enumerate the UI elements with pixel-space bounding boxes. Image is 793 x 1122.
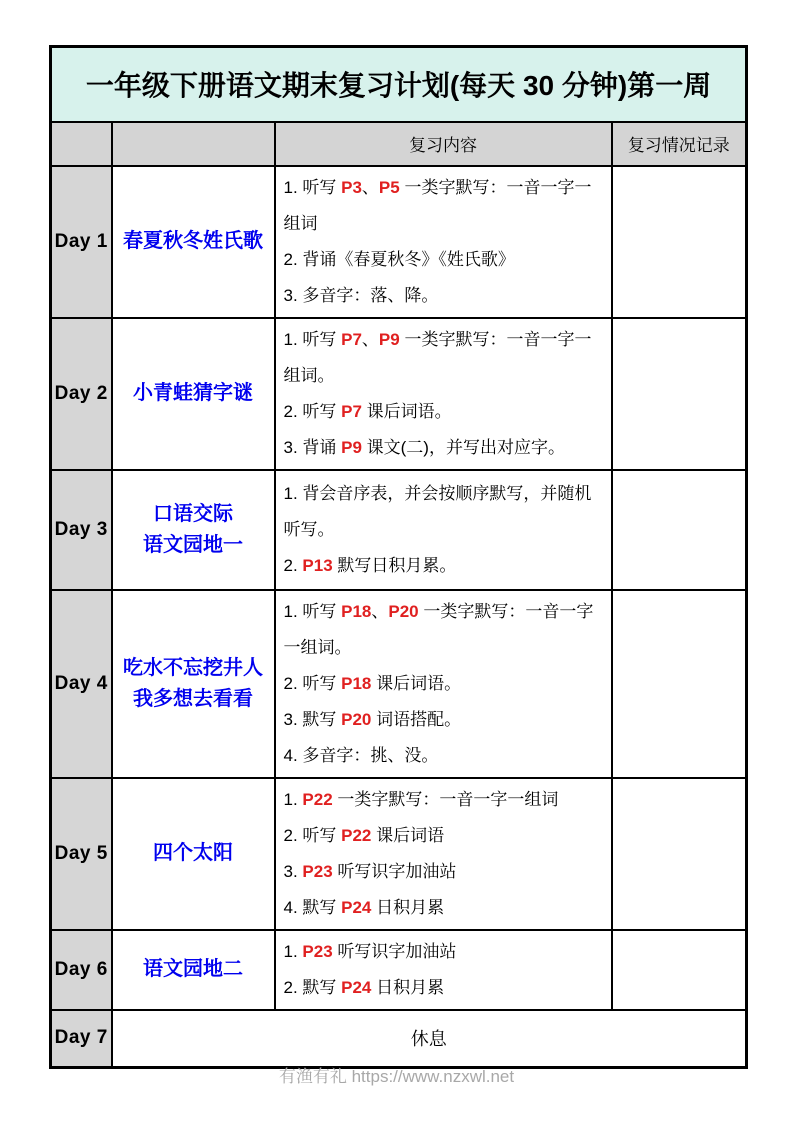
- page-ref: P7: [341, 329, 362, 349]
- review-content-cell: [275, 590, 612, 778]
- day-row: [51, 930, 747, 1010]
- text-segment: 一类字默写：一音一字一组词: [283, 177, 592, 233]
- lesson-topic-cell: [112, 590, 275, 778]
- page-ref: P23: [302, 861, 333, 881]
- lesson-topic-line: 四个太阳: [153, 842, 233, 864]
- day-label-cell: Day 5: [51, 778, 112, 930]
- text-segment: 默写日积月累。: [332, 555, 457, 575]
- review-content-line: [284, 934, 605, 970]
- lesson-topic-cell: [112, 166, 275, 318]
- review-content-line: [284, 818, 605, 854]
- review-content-cell: [275, 778, 612, 930]
- page-ref: P22: [341, 825, 372, 845]
- text-segment: 一类字默写：一音一字一组词: [332, 789, 559, 809]
- page-ref: P13: [302, 555, 333, 575]
- review-content-line: [284, 170, 605, 242]
- day-row: [51, 470, 747, 590]
- lesson-topic-cell: [112, 470, 275, 590]
- text-segment: 课后词语。: [361, 401, 452, 421]
- text-segment: 课后词语: [371, 825, 445, 845]
- text-segment: 1. 听写: [283, 329, 342, 349]
- day-row: [51, 166, 747, 318]
- text-segment: 一类字默写：一音一字一组词。: [283, 601, 594, 657]
- plan-body: [51, 166, 747, 1068]
- review-content-line: [284, 782, 605, 818]
- text-segment: 3.: [283, 861, 303, 881]
- page-ref: P20: [388, 601, 419, 621]
- day-label-cell: Day 3: [51, 470, 112, 590]
- review-record-cell: [612, 778, 747, 930]
- review-content-cell: [275, 930, 612, 1010]
- page-ref: P7: [341, 401, 362, 421]
- review-content-line: [284, 548, 605, 584]
- review-content-line: [284, 394, 605, 430]
- text-segment: 日积月累: [371, 897, 445, 917]
- footer-watermark: 有渔有礼 https://www.nzxwl.net: [278, 1067, 515, 1086]
- review-content-line: [284, 890, 605, 926]
- lesson-topic-line: 吃水不忘挖井人: [123, 656, 263, 679]
- review-content-line: [284, 702, 605, 738]
- text-segment: 听写识字加油站: [332, 941, 457, 961]
- lesson-topic-line: 小青蛙猜字谜: [133, 382, 253, 404]
- text-segment: 、: [361, 177, 379, 197]
- text-segment: 2. 听写: [283, 825, 342, 845]
- text-segment: 1. 听写: [283, 177, 342, 197]
- review-content-line: [284, 278, 605, 314]
- lesson-topic-line: 语文园地二: [143, 958, 243, 980]
- lesson-topic-line: 语文园地一: [143, 533, 243, 556]
- text-segment: 2. 听写: [283, 401, 342, 421]
- rest-row: [51, 1010, 747, 1068]
- review-content-line: [284, 476, 605, 548]
- review-content-line: [284, 322, 605, 394]
- text-segment: 、: [361, 329, 379, 349]
- review-record-cell: [612, 470, 747, 590]
- day-row: [51, 590, 747, 778]
- lesson-topic-cell: [112, 930, 275, 1010]
- day-row: [51, 778, 747, 930]
- review-content-cell: [275, 166, 612, 318]
- table-title: 一年级下册语文期末复习计划(每天 30 分钟)第一周: [51, 47, 747, 122]
- page-ref: P24: [341, 977, 372, 997]
- page-ref: P9: [341, 437, 362, 457]
- text-segment: 课文(二)，并写出对应字。: [361, 437, 565, 457]
- review-content-line: [284, 666, 605, 702]
- day-label-cell: Day 2: [51, 318, 112, 470]
- lesson-topic-line: 春夏秋冬姓氏歌: [123, 230, 263, 252]
- page-ref: P24: [341, 897, 372, 917]
- day-row: [51, 318, 747, 470]
- text-segment: 4. 多音字：挑、没。: [283, 745, 439, 765]
- page-ref: P18: [341, 673, 372, 693]
- text-segment: 、: [371, 601, 389, 621]
- rest-label-cell: 休息: [112, 1010, 747, 1068]
- text-segment: 2. 听写: [283, 673, 342, 693]
- page-ref: P5: [378, 177, 400, 197]
- review-record-cell: [612, 930, 747, 1010]
- page-ref: P23: [302, 941, 333, 961]
- header-day-blank: [51, 122, 112, 166]
- review-content-line: [284, 970, 605, 1006]
- page-ref: P3: [341, 177, 362, 197]
- review-plan-table: [49, 45, 748, 1069]
- text-segment: 听写识字加油站: [332, 861, 457, 881]
- page-ref: P9: [378, 329, 400, 349]
- text-segment: 1. 听写: [283, 601, 342, 621]
- header-topic-blank: [112, 122, 275, 166]
- text-segment: 课后词语。: [371, 673, 462, 693]
- text-segment: 2. 默写: [283, 977, 342, 997]
- header-review-record: 复习情况记录: [612, 122, 747, 166]
- day-label-cell: Day 6: [51, 930, 112, 1010]
- review-content-line: [284, 738, 605, 774]
- review-record-cell: [612, 590, 747, 778]
- header-review-content: 复习内容: [275, 122, 612, 166]
- page-ref: P22: [302, 789, 333, 809]
- title-row: [51, 47, 747, 122]
- table-head: [51, 47, 747, 166]
- review-content-cell: [275, 470, 612, 590]
- day-label-cell: Day 4: [51, 590, 112, 778]
- lesson-topic-line: 口语交际: [153, 502, 233, 525]
- column-header-row: [51, 122, 747, 166]
- review-record-cell: [612, 318, 747, 470]
- text-segment: 一类字默写：一音一字一组词。: [283, 329, 592, 385]
- text-segment: 3. 多音字：落、降。: [283, 285, 439, 305]
- lesson-topic-cell: [112, 778, 275, 930]
- text-segment: 2. 背诵《春夏秋冬》《姓氏歌》: [283, 249, 515, 269]
- text-segment: 3. 背诵: [283, 437, 342, 457]
- text-segment: 1.: [283, 789, 303, 809]
- review-content-line: [284, 430, 605, 466]
- text-segment: 2.: [283, 555, 303, 575]
- text-segment: 词语搭配。: [371, 709, 462, 729]
- page-ref: P20: [341, 709, 372, 729]
- lesson-topic-line: 我多想去看看: [133, 687, 253, 710]
- review-content-line: [284, 242, 605, 278]
- day-label-cell: Day 1: [51, 166, 112, 318]
- text-segment: 日积月累: [371, 977, 445, 997]
- text-segment: 4. 默写: [283, 897, 342, 917]
- review-content-cell: [275, 318, 612, 470]
- text-segment: 1. 背会音序表，并会按顺序默写，并随机听写。: [283, 483, 592, 539]
- review-content-line: [284, 854, 605, 890]
- lesson-topic-cell: [112, 318, 275, 470]
- day-label-cell: Day 7: [51, 1010, 112, 1068]
- review-content-line: [284, 594, 605, 666]
- text-segment: 1.: [283, 941, 303, 961]
- text-segment: 3. 默写: [283, 709, 342, 729]
- review-record-cell: [612, 166, 747, 318]
- page-ref: P18: [341, 601, 372, 621]
